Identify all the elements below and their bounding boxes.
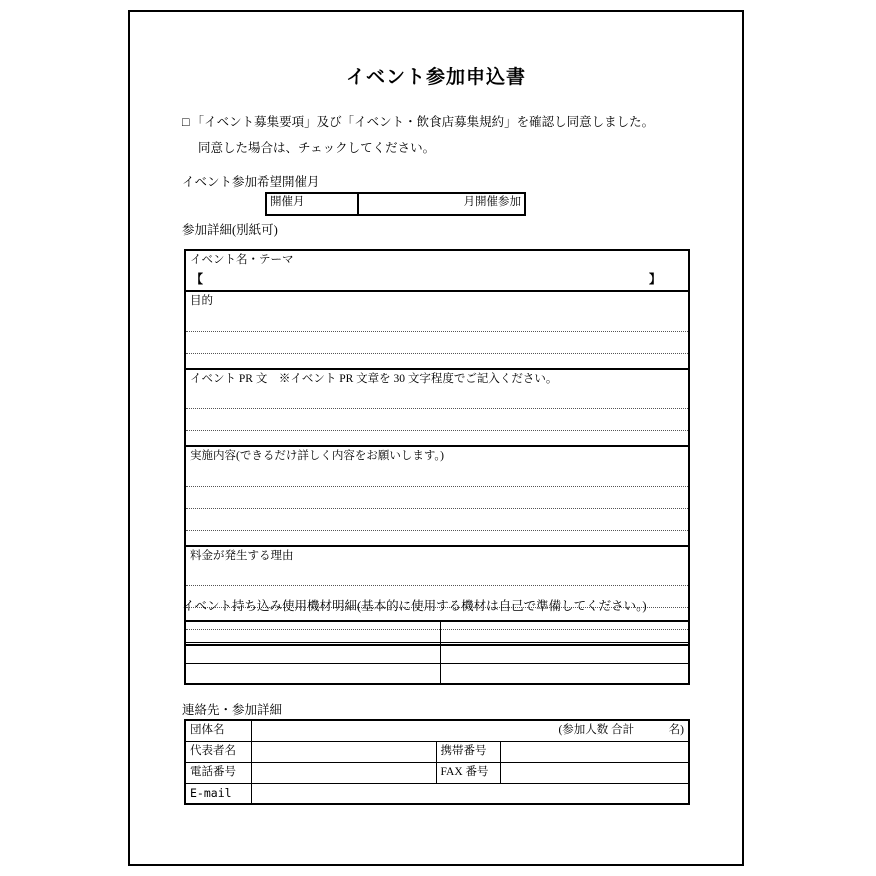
agreement-checkbox[interactable]: □ [182,115,190,129]
detail-table [184,249,690,646]
fax-value[interactable] [500,762,689,783]
equipment-cell-2[interactable] [440,642,689,663]
write-line[interactable] [186,310,688,332]
mobile-value[interactable] [500,741,689,762]
table-row [185,642,689,663]
month-table [265,192,526,216]
contact-table [184,719,690,805]
detail-heading: イベント名・テーマ [190,254,294,266]
detail-heading: イベント PR 文 ※イベント PR 文章を 30 文字程度でご記入ください。 [190,372,558,385]
table-row [185,663,689,684]
email-value[interactable] [251,783,689,804]
telephone-label: 電話番号 [185,762,251,783]
month-label-cell: 開催月 [267,194,359,214]
detail-section-purpose [186,292,688,369]
equipment-table [184,620,690,685]
detail-section-pr-text [186,370,688,447]
section-tail-space [186,354,688,368]
bracket-open: 【 [191,272,204,287]
section-tail-space [186,531,688,545]
agreement-text-1: 「イベント募集要項」及び「イベント・飲食店募集規約」を確認し同意しました。 [191,115,655,129]
table-row [185,741,689,762]
write-line[interactable] [186,465,688,487]
write-line[interactable] [186,564,688,586]
detail-section-event-name [186,251,688,292]
agreement-line-2: 同意した場合は、チェックしてください。 [198,141,436,155]
fax-label: FAX 番号 [436,762,500,783]
equipment-cell-1[interactable] [185,621,440,642]
equipment-cell-2[interactable] [440,663,689,684]
write-line[interactable] [186,409,688,431]
org-name-label: 団体名 [185,720,251,741]
equipment-cell-1[interactable] [185,642,440,663]
org-name-value[interactable]: (参加人数 合計 名) [251,720,689,741]
table-row [185,621,689,642]
detail-section-implementation [186,447,688,546]
event-name-input-row[interactable] [186,268,688,290]
write-line[interactable] [186,387,688,409]
month-section-caption: イベント参加希望開催月 [182,175,320,189]
section-tail-space [186,431,688,445]
equipment-section-caption: イベント持ち込み使用機材明細(基本的に使用する機材は自己で準備してください。) [182,599,647,613]
email-label: E-mail [185,783,251,804]
detail-heading: 実施内容(できるだけ詳しく内容をお願いします。) [190,450,444,463]
document-page [128,10,744,866]
month-value-cell[interactable]: 月開催参加 [463,196,521,208]
representative-value[interactable] [251,741,436,762]
mobile-label: 携帯番号 [436,741,500,762]
detail-heading: 料金が発生する理由 [190,549,294,562]
table-row [185,762,689,783]
write-line[interactable] [186,332,688,354]
table-row [185,783,689,804]
table-row [185,720,689,741]
detail-heading: 目的 [190,295,213,308]
agreement-line-1 [182,112,654,130]
write-line[interactable] [186,487,688,509]
equipment-cell-2[interactable] [440,621,689,642]
contact-section-caption: 連絡先・参加詳細 [182,703,283,717]
representative-label: 代表者名 [185,741,251,762]
telephone-value[interactable] [251,762,436,783]
bracket-close: 】 [649,272,662,287]
page-title: イベント参加申込書 [345,66,526,88]
write-line[interactable] [186,509,688,531]
equipment-cell-1[interactable] [185,663,440,684]
detail-section-caption: 参加詳細(別紙可) [182,223,278,237]
